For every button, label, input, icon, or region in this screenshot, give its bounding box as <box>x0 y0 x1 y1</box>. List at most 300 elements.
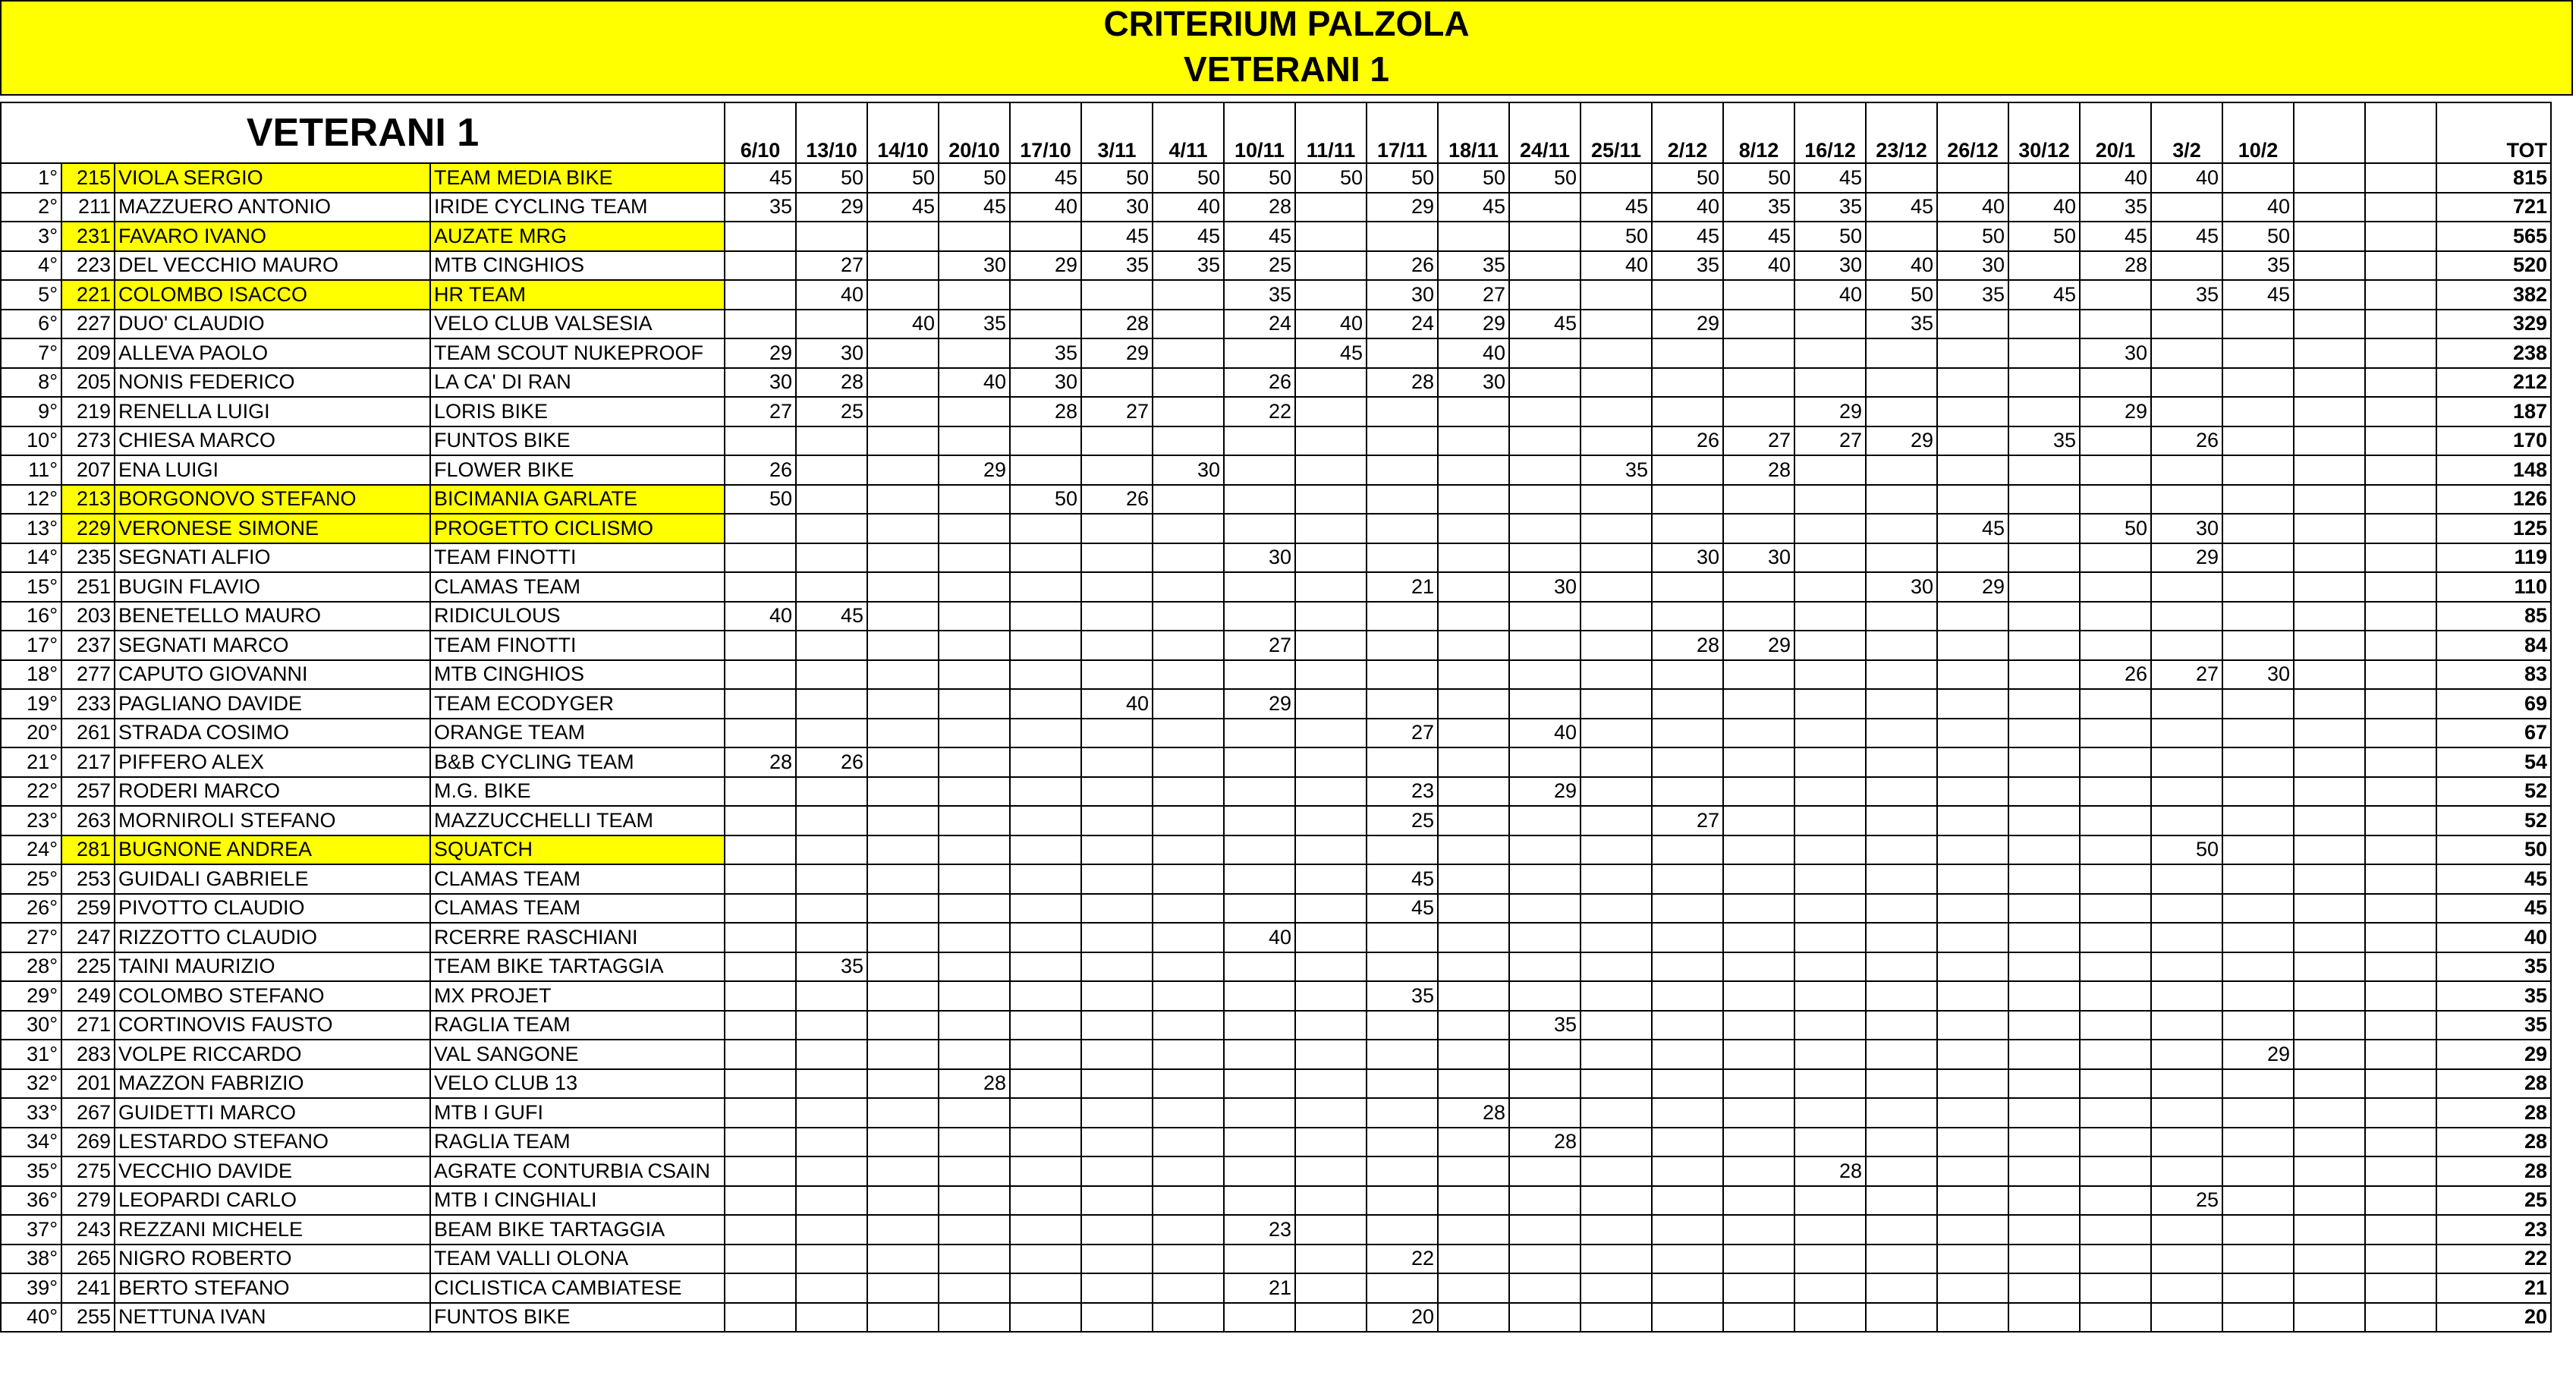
points-cell <box>725 572 796 602</box>
points-cell <box>1509 923 1581 952</box>
points-cell: 27 <box>1794 426 1866 456</box>
points-cell <box>1937 806 2008 835</box>
points-cell <box>1723 747 1794 777</box>
points-cell: 40 <box>2008 193 2080 222</box>
points-cell <box>1295 981 1367 1011</box>
rider-name-cell: PIVOTTO CLAUDIO <box>115 894 430 924</box>
points-cell: 45 <box>1866 193 1937 222</box>
points-cell <box>939 747 1010 777</box>
points-cell <box>1937 719 2008 748</box>
total-cell: 329 <box>2436 310 2551 339</box>
points-cell: 35 <box>2080 193 2151 222</box>
points-cell <box>2080 689 2151 719</box>
points-cell: 26 <box>796 747 867 777</box>
bib-number-cell: 227 <box>61 310 115 339</box>
points-cell <box>1295 747 1367 777</box>
points-cell <box>1367 923 1438 952</box>
points-cell <box>2008 485 2080 514</box>
points-cell <box>2080 1303 2151 1333</box>
table-row <box>1 689 2551 719</box>
points-cell <box>867 747 939 777</box>
date-header: 16/12 <box>1794 102 1866 163</box>
points-cell <box>2365 602 2436 631</box>
points-cell <box>1153 777 1224 807</box>
points-cell <box>2151 981 2222 1011</box>
points-cell <box>1367 835 1438 865</box>
points-cell <box>867 1128 939 1157</box>
rank-cell: 9° <box>1 397 61 426</box>
points-cell <box>1153 602 1224 631</box>
bib-number-cell: 205 <box>61 368 115 398</box>
points-cell <box>1723 1273 1794 1303</box>
points-cell <box>2008 1186 2080 1216</box>
points-cell: 45 <box>1794 163 1866 193</box>
points-cell <box>2294 602 2365 631</box>
points-cell <box>1153 864 1224 894</box>
total-header: TOT <box>2436 102 2551 163</box>
points-cell <box>2008 777 2080 807</box>
points-cell: 30 <box>2151 514 2222 543</box>
points-cell: 30 <box>1438 368 1509 398</box>
bib-number-cell: 281 <box>61 835 115 865</box>
points-cell: 30 <box>725 368 796 398</box>
bib-number-cell: 249 <box>61 981 115 1011</box>
table-row <box>1 894 2551 924</box>
points-cell <box>2008 923 2080 952</box>
points-cell: 30 <box>1937 251 2008 281</box>
points-cell <box>1295 1156 1367 1186</box>
points-cell <box>1224 572 1295 602</box>
points-cell <box>1866 747 1937 777</box>
points-cell: 25 <box>796 397 867 426</box>
bib-number-cell: 277 <box>61 660 115 690</box>
points-cell <box>2222 514 2294 543</box>
total-cell: 148 <box>2436 455 2551 485</box>
points-cell <box>1937 981 2008 1011</box>
points-cell <box>1295 689 1367 719</box>
points-cell <box>939 689 1010 719</box>
points-cell <box>725 1245 796 1274</box>
points-cell <box>1723 485 1794 514</box>
points-cell <box>1937 835 2008 865</box>
bib-number-cell: 261 <box>61 719 115 748</box>
points-cell <box>725 280 796 310</box>
points-cell <box>2008 689 2080 719</box>
bib-number-cell: 257 <box>61 777 115 807</box>
points-cell <box>1224 1186 1295 1216</box>
points-cell <box>2080 1273 2151 1303</box>
points-cell <box>1723 602 1794 631</box>
points-cell: 40 <box>2151 163 2222 193</box>
points-cell: 29 <box>1438 310 1509 339</box>
points-cell <box>1509 660 1581 690</box>
bib-number-cell: 265 <box>61 1245 115 1274</box>
points-cell <box>1581 338 1652 368</box>
points-cell <box>1438 1069 1509 1099</box>
points-cell <box>1937 426 2008 456</box>
points-cell <box>1367 1273 1438 1303</box>
points-cell <box>2151 1069 2222 1099</box>
points-cell <box>2365 1069 2436 1099</box>
team-cell: RAGLIA TEAM <box>430 1011 725 1040</box>
points-cell <box>2151 368 2222 398</box>
points-cell: 35 <box>1794 193 1866 222</box>
points-cell: 27 <box>1438 280 1509 310</box>
points-cell: 35 <box>1153 251 1224 281</box>
points-cell <box>1794 543 1866 573</box>
rank-cell: 14° <box>1 543 61 573</box>
points-cell <box>2365 572 2436 602</box>
points-cell: 50 <box>2222 222 2294 251</box>
rank-cell: 10° <box>1 426 61 456</box>
points-cell <box>939 543 1010 573</box>
points-cell <box>1937 485 2008 514</box>
points-cell <box>1723 981 1794 1011</box>
points-cell: 28 <box>1652 631 1723 660</box>
points-cell <box>1794 1069 1866 1099</box>
points-cell <box>1509 1156 1581 1186</box>
points-cell <box>2294 1156 2365 1186</box>
points-cell <box>725 631 796 660</box>
points-cell <box>2008 1156 2080 1186</box>
points-cell: 21 <box>1224 1273 1295 1303</box>
points-cell <box>2365 1156 2436 1186</box>
points-cell: 50 <box>1866 280 1937 310</box>
points-cell <box>2365 777 2436 807</box>
points-cell <box>1794 572 1866 602</box>
points-cell <box>939 397 1010 426</box>
points-cell <box>2365 338 2436 368</box>
points-cell <box>1367 455 1438 485</box>
table-row <box>1 1186 2551 1216</box>
points-cell <box>2008 747 2080 777</box>
total-cell: 23 <box>2436 1215 2551 1245</box>
points-cell <box>725 1069 796 1099</box>
points-cell <box>1937 631 2008 660</box>
rank-cell: 19° <box>1 689 61 719</box>
table-row <box>1 163 2551 193</box>
points-cell <box>939 426 1010 456</box>
points-cell <box>796 835 867 865</box>
points-cell <box>1581 1069 1652 1099</box>
points-cell <box>725 1128 796 1157</box>
points-cell <box>1295 660 1367 690</box>
points-cell <box>2080 602 2151 631</box>
points-cell <box>2151 952 2222 982</box>
table-row <box>1 1245 2551 1274</box>
points-cell <box>1581 280 1652 310</box>
points-cell <box>1937 952 2008 982</box>
points-cell <box>1438 1040 1509 1069</box>
points-cell <box>1153 397 1224 426</box>
points-cell <box>2008 163 2080 193</box>
points-cell <box>2294 835 2365 865</box>
points-cell <box>1010 280 1081 310</box>
team-cell: AGRATE CONTURBIA CSAIN <box>430 1156 725 1186</box>
points-cell <box>796 572 867 602</box>
points-cell <box>2365 485 2436 514</box>
rank-cell: 16° <box>1 602 61 631</box>
points-cell <box>2222 455 2294 485</box>
points-cell: 26 <box>725 455 796 485</box>
points-cell <box>867 1098 939 1128</box>
points-cell <box>2365 397 2436 426</box>
bib-number-cell: 223 <box>61 251 115 281</box>
points-cell <box>1438 1303 1509 1333</box>
points-cell <box>1153 631 1224 660</box>
points-cell: 40 <box>1581 251 1652 281</box>
points-cell <box>2080 1040 2151 1069</box>
points-cell <box>1295 455 1367 485</box>
points-cell <box>867 543 939 573</box>
points-cell <box>2080 981 2151 1011</box>
points-cell <box>1509 602 1581 631</box>
team-cell: VAL SANGONE <box>430 1040 725 1069</box>
points-cell <box>1295 397 1367 426</box>
rank-cell: 37° <box>1 1215 61 1245</box>
points-cell <box>1723 1011 1794 1040</box>
bib-number-cell: 231 <box>61 222 115 251</box>
team-cell: SQUATCH <box>430 835 725 865</box>
points-cell <box>867 1011 939 1040</box>
points-cell <box>1652 1128 1723 1157</box>
rider-name-cell: MAZZON FABRIZIO <box>115 1069 430 1099</box>
points-cell: 28 <box>2080 251 2151 281</box>
points-cell <box>1866 835 1937 865</box>
points-cell <box>867 485 939 514</box>
points-cell <box>1010 806 1081 835</box>
team-cell: BEAM BIKE TARTAGGIA <box>430 1215 725 1245</box>
points-cell <box>1153 1156 1224 1186</box>
points-cell <box>1367 1186 1438 1216</box>
points-cell <box>1652 835 1723 865</box>
points-cell <box>796 689 867 719</box>
points-cell <box>867 894 939 924</box>
points-cell <box>2222 864 2294 894</box>
points-cell <box>725 1186 796 1216</box>
points-cell <box>796 719 867 748</box>
points-cell <box>1652 1156 1723 1186</box>
points-cell <box>2294 952 2365 982</box>
points-cell <box>2365 747 2436 777</box>
points-cell: 30 <box>1010 368 1081 398</box>
points-cell <box>1652 952 1723 982</box>
rank-cell: 39° <box>1 1273 61 1303</box>
points-cell <box>1081 1040 1153 1069</box>
total-cell: 815 <box>2436 163 2551 193</box>
points-cell: 24 <box>1367 310 1438 339</box>
points-cell <box>2365 310 2436 339</box>
team-cell: TEAM ECODYGER <box>430 689 725 719</box>
points-cell <box>1081 1011 1153 1040</box>
points-cell <box>939 602 1010 631</box>
points-cell <box>867 1040 939 1069</box>
points-cell <box>1509 1069 1581 1099</box>
points-cell: 29 <box>939 455 1010 485</box>
points-cell <box>2008 894 2080 924</box>
points-cell: 45 <box>1010 163 1081 193</box>
points-cell <box>1438 835 1509 865</box>
points-cell <box>939 806 1010 835</box>
points-cell <box>2080 864 2151 894</box>
points-cell: 29 <box>1010 251 1081 281</box>
points-cell <box>1081 1273 1153 1303</box>
points-cell: 45 <box>1224 222 1295 251</box>
rider-name-cell: GUIDALI GABRIELE <box>115 864 430 894</box>
points-cell: 27 <box>2151 660 2222 690</box>
points-cell <box>1723 1069 1794 1099</box>
points-cell <box>1866 163 1937 193</box>
points-cell: 35 <box>1081 251 1153 281</box>
rank-cell: 21° <box>1 747 61 777</box>
points-cell <box>1509 806 1581 835</box>
points-cell <box>725 952 796 982</box>
points-cell <box>1438 689 1509 719</box>
points-cell <box>2008 1011 2080 1040</box>
points-cell <box>2151 777 2222 807</box>
points-cell <box>1866 1069 1937 1099</box>
points-cell <box>1581 1156 1652 1186</box>
points-cell <box>2151 631 2222 660</box>
bib-number-cell: 201 <box>61 1069 115 1099</box>
points-cell <box>2080 1245 2151 1274</box>
rider-name-cell: PIFFERO ALEX <box>115 747 430 777</box>
points-cell <box>2222 572 2294 602</box>
rider-name-cell: BENETELLO MAURO <box>115 602 430 631</box>
points-cell: 35 <box>1367 981 1438 1011</box>
points-cell: 40 <box>1509 719 1581 748</box>
points-cell <box>2222 719 2294 748</box>
points-cell <box>1509 747 1581 777</box>
table-row <box>1 368 2551 398</box>
points-cell <box>1438 222 1509 251</box>
points-cell: 30 <box>939 251 1010 281</box>
points-cell <box>2080 806 2151 835</box>
total-cell: 187 <box>2436 397 2551 426</box>
points-cell <box>796 1245 867 1274</box>
points-cell <box>2151 1156 2222 1186</box>
points-cell <box>2080 1069 2151 1099</box>
bib-number-cell: 235 <box>61 543 115 573</box>
points-cell <box>2151 1303 2222 1333</box>
points-cell <box>2080 835 2151 865</box>
points-cell: 45 <box>2222 280 2294 310</box>
points-cell <box>1295 894 1367 924</box>
points-cell <box>1652 894 1723 924</box>
points-cell <box>2222 923 2294 952</box>
points-cell <box>2080 1098 2151 1128</box>
points-cell <box>939 1098 1010 1128</box>
points-cell <box>2008 1303 2080 1333</box>
rider-name-cell: DUO' CLAUDIO <box>115 310 430 339</box>
points-cell: 40 <box>1794 280 1866 310</box>
rank-cell: 33° <box>1 1098 61 1128</box>
points-cell <box>2365 1011 2436 1040</box>
points-cell <box>1153 368 1224 398</box>
points-cell: 50 <box>939 163 1010 193</box>
points-cell <box>1224 485 1295 514</box>
rank-cell: 18° <box>1 660 61 690</box>
points-cell <box>1794 514 1866 543</box>
rank-cell: 6° <box>1 310 61 339</box>
team-cell: B&B CYCLING TEAM <box>430 747 725 777</box>
points-cell <box>939 777 1010 807</box>
points-cell: 50 <box>1010 485 1081 514</box>
points-cell <box>1652 572 1723 602</box>
points-cell <box>1153 1186 1224 1216</box>
points-cell <box>1010 631 1081 660</box>
points-cell <box>1153 806 1224 835</box>
table-row <box>1 1215 2551 1245</box>
total-cell: 22 <box>2436 1245 2551 1274</box>
points-cell <box>1295 835 1367 865</box>
total-cell: 35 <box>2436 952 2551 982</box>
points-cell: 30 <box>1794 251 1866 281</box>
bib-number-cell: 247 <box>61 923 115 952</box>
table-row <box>1 981 2551 1011</box>
points-cell <box>867 1273 939 1303</box>
team-cell: VELO CLUB VALSESIA <box>430 310 725 339</box>
team-cell: FUNTOS BIKE <box>430 1303 725 1333</box>
points-cell <box>1010 952 1081 982</box>
points-cell <box>1509 631 1581 660</box>
standings-body <box>1 163 2551 1332</box>
points-cell <box>1010 1186 1081 1216</box>
points-cell <box>1866 689 1937 719</box>
bib-number-cell: 275 <box>61 1156 115 1186</box>
points-cell: 29 <box>796 193 867 222</box>
points-cell <box>2222 1069 2294 1099</box>
points-cell <box>1866 1215 1937 1245</box>
points-cell <box>1367 1215 1438 1245</box>
points-cell: 45 <box>2008 280 2080 310</box>
points-cell <box>1224 894 1295 924</box>
points-cell <box>1723 806 1794 835</box>
points-cell <box>1224 1303 1295 1333</box>
points-cell <box>2294 1128 2365 1157</box>
bib-number-cell: 241 <box>61 1273 115 1303</box>
points-cell <box>1295 251 1367 281</box>
points-cell <box>1224 426 1295 456</box>
points-cell <box>2365 455 2436 485</box>
points-cell <box>2151 455 2222 485</box>
points-cell <box>1010 1069 1081 1099</box>
points-cell <box>725 1011 796 1040</box>
total-cell: 212 <box>2436 368 2551 398</box>
points-cell <box>1581 806 1652 835</box>
points-cell: 45 <box>2151 222 2222 251</box>
points-cell <box>1153 543 1224 573</box>
points-cell <box>1438 864 1509 894</box>
points-cell: 50 <box>1295 163 1367 193</box>
points-cell <box>867 864 939 894</box>
points-cell <box>2294 1011 2365 1040</box>
points-cell <box>725 514 796 543</box>
bib-number-cell: 267 <box>61 1098 115 1128</box>
table-row <box>1 1069 2551 1099</box>
points-cell <box>1652 280 1723 310</box>
points-cell <box>2008 952 2080 982</box>
points-cell <box>1723 1186 1794 1216</box>
points-cell <box>1581 1215 1652 1245</box>
rider-name-cell: BERTO STEFANO <box>115 1273 430 1303</box>
rider-name-cell: BUGNONE ANDREA <box>115 835 430 865</box>
points-cell <box>1794 1128 1866 1157</box>
points-cell: 50 <box>2151 835 2222 865</box>
points-cell <box>725 426 796 456</box>
points-cell: 29 <box>1509 777 1581 807</box>
points-cell <box>1581 631 1652 660</box>
